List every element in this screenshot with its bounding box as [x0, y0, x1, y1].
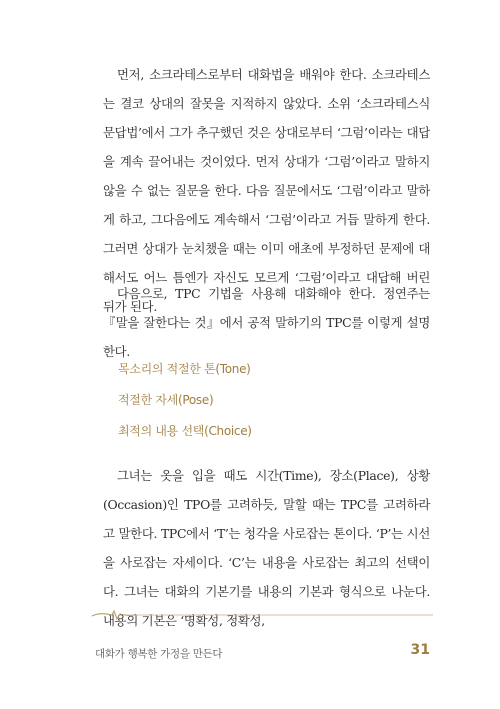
footer-book-title: 대화가 행복한 가정을 만든다: [95, 648, 223, 660]
page-number: 31: [410, 642, 430, 658]
body-paragraph-3: 그녀는 옷을 입을 때도 시간(Time), 장소(Place), 상황(Occasion)인 TPO를 고려하듯, 말할 때는 TPC를 고려하라고 말한다. TPC에서 ‘T’는 청각을 사로잡는 톤이다. ‘P’는 시선을 사로잡는 자세이다. ‘C’는 내용을 사로잡는 최고의 선택이다. 그녀는 대화의 기본기를 내용의 기본과 형식으로 나눈다. 내용의 기본은 ‘명확성, 정확성,: [103, 468, 430, 628]
list-item-pose: 적절한 자세(Pose): [118, 393, 214, 407]
list-item-choice: 최적의 내용 선택(Choice): [118, 424, 252, 438]
body-paragraph-2: 다음으로, TPC 기법을 사용해 대화해야 한다. 정연주는 『말을 잘한다는 것』에서 공적 말하기의 TPC를 이렇게 설명한다.: [103, 286, 430, 359]
list-item-tone: 목소리의 적절한 톤(Tone): [118, 362, 251, 376]
body-paragraph-1: 먼저, 소크라테스로부터 대화법을 배워야 한다. 소크라테스는 결코 상대의 잘못을 지적하지 않았다. 소위 ‘소크라테스식 문답법’에서 그가 추구했던 것은 상대로부터 ‘그럼’이라는 대답을 계속 끌어내는 것이었다. 먼저 상대가 ‘그럼’이라고 말하지 않을 수 없는 질문을 한다. 다음 질문에서도 ‘그럼’이라고 말하게 하고, 그다음에도 계속해서 ‘그럼’이라고 거듭 말하게 한다. 그러면 상대가 눈치챘을 때는 이미 애초에 부정하던 문제에 대해서도 어느 틈엔가 자신도 모르게 ‘그럼’이라고 대답해 버린 뒤가 된다.: [103, 67, 430, 314]
tpc-list: [118, 354, 252, 447]
footer-ornament-icon: [90, 602, 435, 622]
